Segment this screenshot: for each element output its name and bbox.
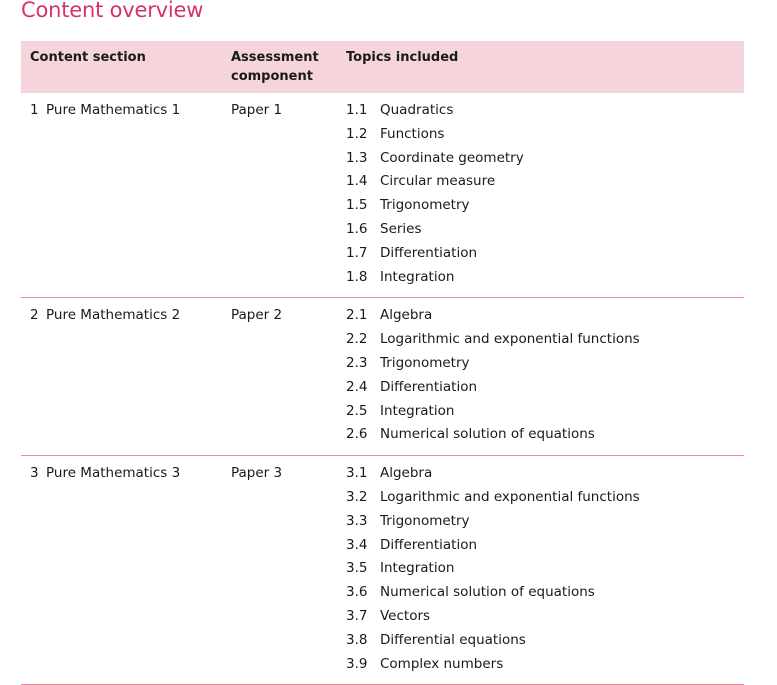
topic-item [346,352,744,376]
topics-cell [340,298,744,456]
topic-name: Trigonometry [380,197,470,214]
topic-item [346,534,744,558]
topic-number: 3.9 [346,655,368,672]
topic-number: 3.5 [346,560,368,577]
topic-number: 1.4 [346,173,368,190]
assessment-component-cell: Paper 1 [222,93,340,298]
content-section-cell [21,298,222,456]
topic-number: 1.3 [346,149,368,166]
topic-name: Vectors [380,607,431,624]
topic-number: 3.4 [346,536,368,553]
topic-name: Numerical solution of equations [380,426,595,443]
topic-number: 2.5 [346,402,368,419]
topics-cell [340,456,744,685]
topic-item [346,242,744,266]
content-section-cell [21,93,222,298]
topic-number: 3.2 [346,488,368,505]
topics-cell [340,93,744,298]
table-body [21,93,744,685]
header-content-section: Content section [21,41,222,93]
topic-name: Trigonometry [380,512,470,529]
topic-number: 1.5 [346,197,368,214]
topic-item [346,266,744,290]
topic-item [346,304,744,328]
topic-name: Algebra [380,465,433,482]
topic-item [346,629,744,653]
topic-item [346,486,744,510]
topic-number: 3.8 [346,631,368,648]
topic-item [346,605,744,629]
topic-number: 1.8 [346,268,368,285]
topic-item [346,123,744,147]
topic-name: Integration [380,560,455,577]
topic-number: 1.1 [346,102,368,118]
topic-item [346,400,744,424]
topic-item [346,376,744,400]
topic-number: 3.7 [346,607,368,624]
topic-name: Functions [380,125,445,142]
topic-name: Logarithmic and exponential functions [380,331,640,348]
section-name: Pure Mathematics 1 [46,102,181,118]
section-number: 2 [30,307,39,324]
content-section-cell [21,456,222,685]
topic-number: 1.2 [346,125,368,142]
table-row [21,298,744,456]
topic-number: 2.1 [346,307,368,324]
topic-name: Algebra [380,307,433,324]
topic-name: Integration [380,402,455,419]
page-title: Content overview [21,0,204,22]
topic-number: 2.4 [346,378,368,395]
topic-name: Differentiation [380,244,478,261]
topic-name: Differential equations [380,631,526,648]
topic-name: Integration [380,268,455,285]
table-header-row [21,41,744,93]
topic-name: Quadratics [380,102,454,118]
topic-item [346,653,744,677]
topic-number: 3.6 [346,584,368,601]
topic-item [346,99,744,123]
table-row [21,93,744,298]
topic-item [346,194,744,218]
topic-name: Coordinate geometry [380,149,524,166]
topic-name: Trigonometry [380,354,470,371]
topic-name: Numerical solution of equations [380,584,595,601]
topic-number: 1.6 [346,220,368,237]
assessment-component-cell: Paper 2 [222,298,340,456]
topic-name: Logarithmic and exponential functions [380,488,640,505]
header-assessment-component: Assessment component [222,41,340,93]
topic-item [346,328,744,352]
topic-name: Complex numbers [380,655,504,672]
section-number: 1 [30,102,39,118]
header-topics-included: Topics included [340,41,744,93]
topic-name: Differentiation [380,536,478,553]
topic-item [346,510,744,534]
topic-name: Differentiation [380,378,478,395]
topic-number: 1.7 [346,244,368,261]
topic-item [346,462,744,486]
topic-item [346,147,744,171]
topic-item [346,170,744,194]
section-name: Pure Mathematics 3 [46,465,181,482]
topic-item [346,557,744,581]
table-row [21,456,744,685]
topic-name: Series [380,220,422,237]
topic-number: 2.3 [346,354,368,371]
assessment-component-cell: Paper 3 [222,456,340,685]
topic-number: 2.6 [346,426,368,443]
topic-number: 3.3 [346,512,368,529]
content-overview-table [21,41,744,685]
topic-item [346,218,744,242]
topic-number: 3.1 [346,465,368,482]
topic-number: 2.2 [346,331,368,348]
topic-item [346,423,744,447]
topic-item [346,581,744,605]
section-number: 3 [30,465,39,482]
section-name: Pure Mathematics 2 [46,307,181,324]
topic-name: Circular measure [380,173,496,190]
